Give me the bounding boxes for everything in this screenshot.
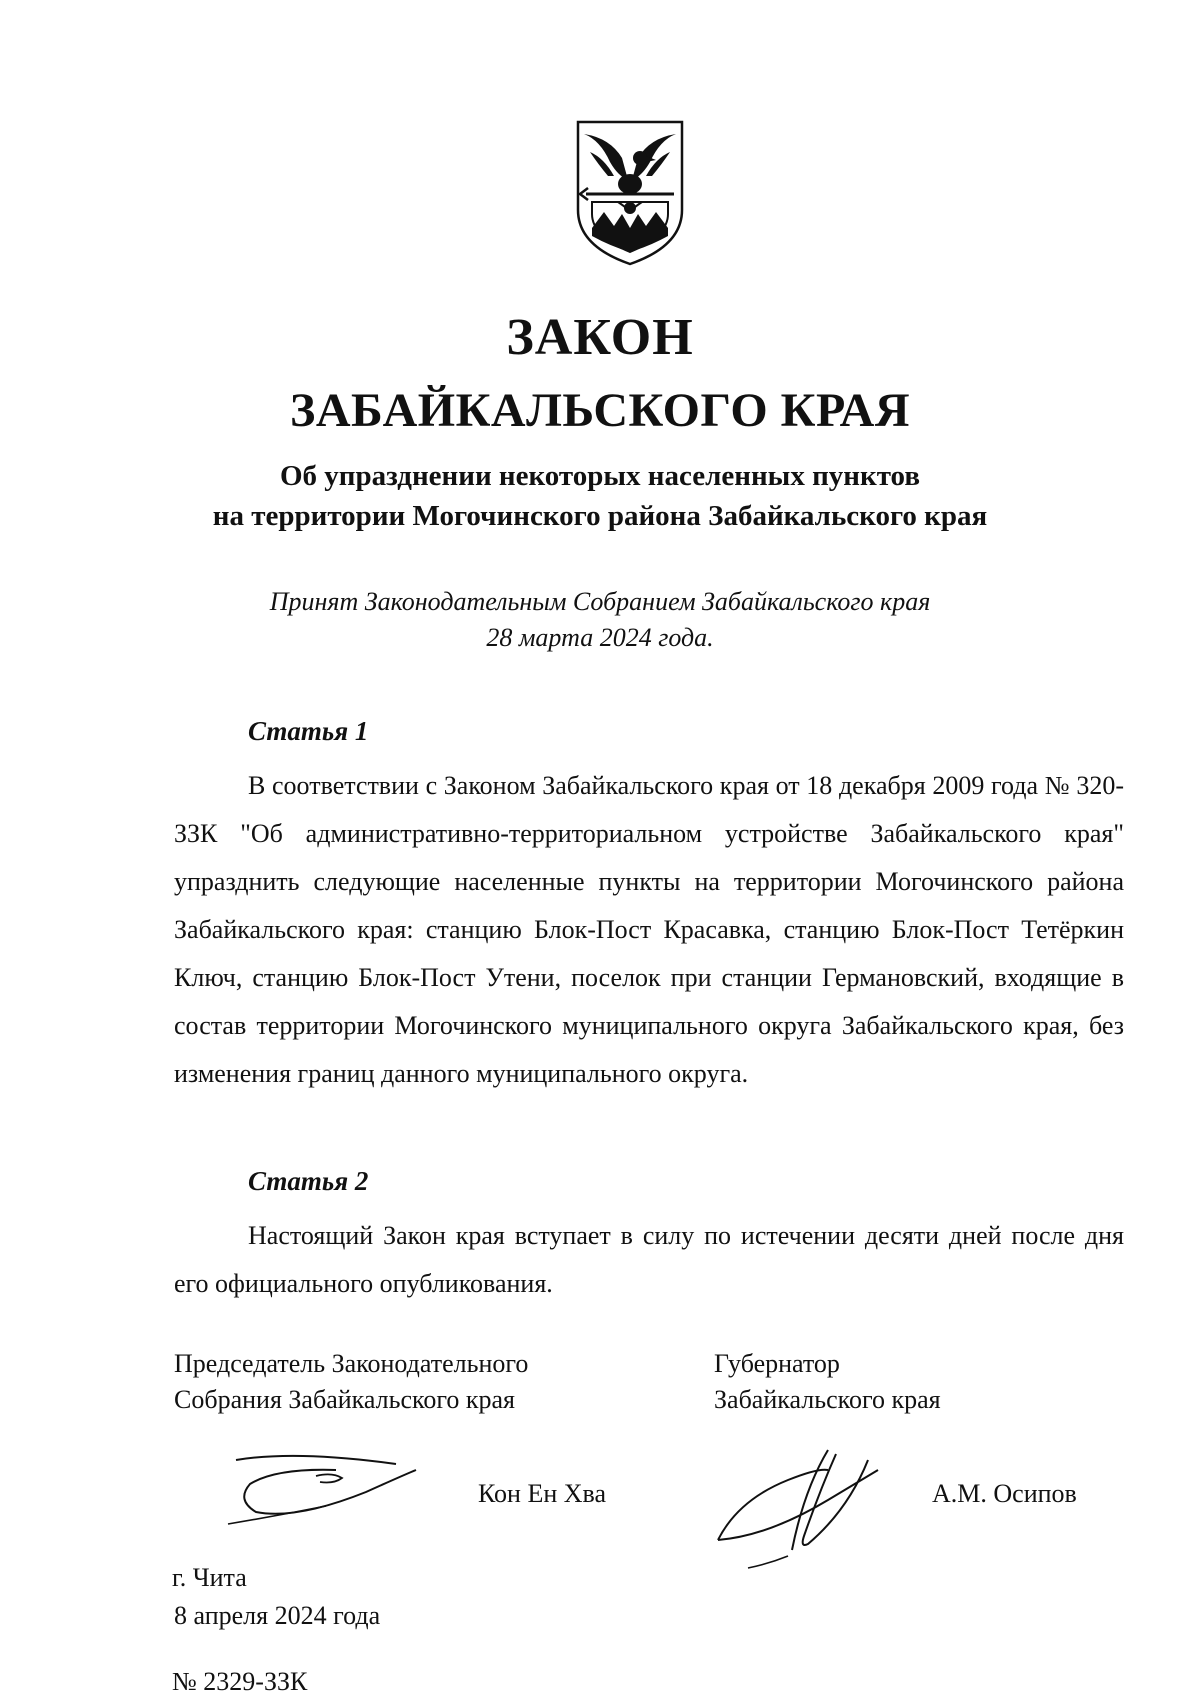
adoption-note [0, 584, 1200, 656]
governor-name: А.М. Осипов [932, 1479, 1077, 1508]
chairman-signature-icon [216, 1440, 426, 1540]
law-title: ЗАКОН [506, 309, 694, 366]
signing-date: 8 апреля 2024 года [174, 1601, 381, 1630]
chairman-title [174, 1346, 528, 1418]
coat-of-arms-icon [570, 118, 690, 268]
governor-title-line-2: Забайкальского края [714, 1385, 941, 1414]
law-subtitle [0, 456, 1200, 536]
subtitle-line-1: Об упразднении некоторых населенных пунктов [280, 460, 920, 492]
subtitle-line-2: на территории Могочинского района Забайкальского края [212, 500, 988, 532]
governor-signature-icon [708, 1440, 908, 1580]
article-1-title: Статья 1 [248, 716, 369, 746]
adoption-line-2: 28 марта 2024 года. [486, 623, 714, 652]
article-2-title: Статья 2 [248, 1166, 369, 1196]
chairman-title-line-2: Собрания Забайкальского края [174, 1385, 515, 1414]
article-2-text: Настоящий Закон края вступает в силу по истечении десяти дней после дня его официального опубликования. [174, 1221, 1124, 1298]
region-title: ЗАБАЙКАЛЬСКОГО КРАЯ [290, 384, 910, 437]
chairman-name: Кон Ен Хва [478, 1479, 607, 1508]
article-1-text: В соответствии с Законом Забайкальского края от 18 декабря 2009 года № 320-ЗЗК "Об административно-территориальном устройстве Забайкальского края" упразднить следующие населенные пункты на территории Могочинского района Забайкальского края: станцию Блок-Пост Красавка, станцию Блок-Пост Тетёркин Ключ, станцию Блок-Пост Утени, поселок при станции Германовский, входящие в состав территории Могочинского муниципального округа Забайкальского края, без изменения границ данного муниципального округа. [174, 771, 1124, 1088]
adoption-line-1: Принят Законодательным Собранием Забайкальского края [269, 587, 931, 616]
governor-title-line-1: Губернатор [714, 1349, 840, 1378]
city: г. Чита [172, 1563, 247, 1592]
law-number: № 2329-ЗЗК [172, 1667, 308, 1696]
governor-title [714, 1346, 941, 1418]
chairman-title-line-1: Председатель Законодательного [174, 1349, 529, 1378]
